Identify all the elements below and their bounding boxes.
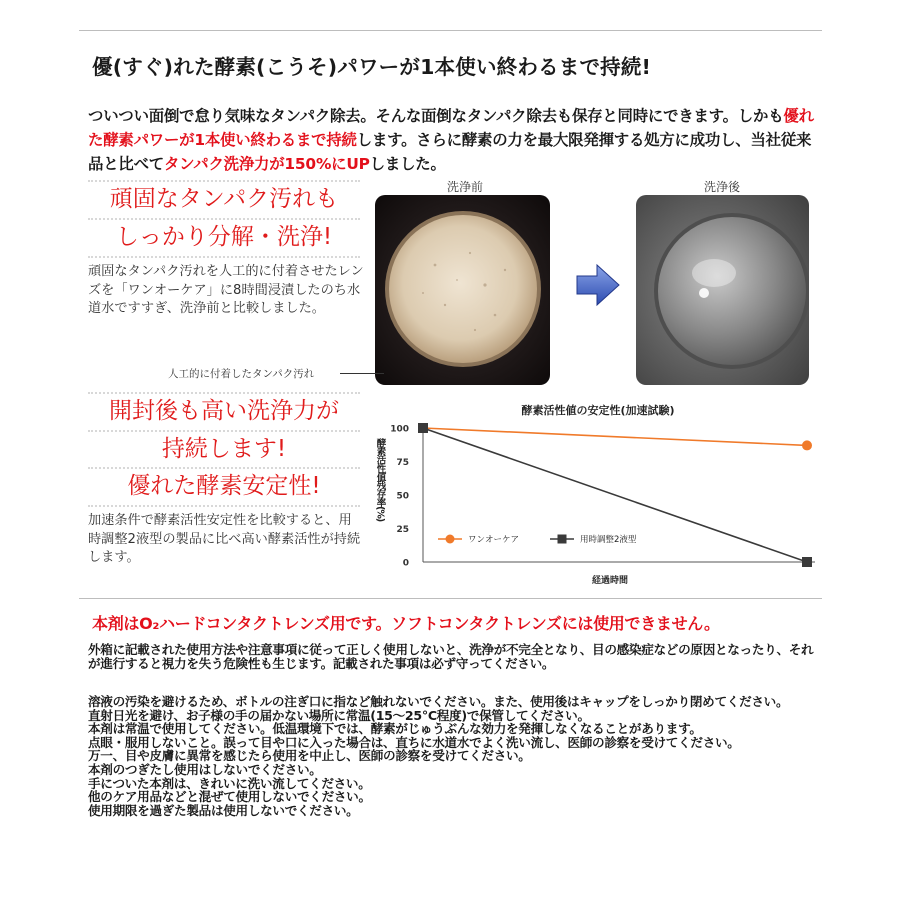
right-arrow-icon — [575, 262, 621, 308]
chart-legend-marker — [446, 535, 455, 544]
section1-heading-line2: しっかり分解・洗浄! — [115, 224, 333, 250]
section2-description: 加速条件で酵素活性安定性を比較すると、用時調整2液型の製品に比べ高い酵素活性が持続します。 — [88, 513, 361, 565]
callout-label: 人工的に付着したタンパク汚れ — [168, 368, 315, 380]
section1-heading-line1: 頑固なタンパク汚れも — [109, 186, 339, 212]
chart-point — [802, 557, 812, 567]
chart-y-tick-label: 25 — [396, 525, 409, 535]
precaution-item: 手についた本剤は、きれいに洗い流してください。 — [88, 775, 371, 791]
precaution-item: 使用期限を過ぎた製品は使用しないでください。 — [88, 802, 359, 818]
intro-paragraph — [88, 104, 818, 176]
precaution-item: 点眼・服用しないこと。誤って目や口に入った場合は、直ちに水道水でよく洗い流し、医師の診察を受けてください。 — [88, 734, 740, 750]
top-divider — [79, 30, 822, 31]
intro-text-3: しました。 — [369, 155, 446, 173]
chart-title: 酵素活性値の安定性(加速試験) — [521, 404, 675, 417]
lens-before-photo — [375, 195, 550, 385]
middle-divider — [79, 598, 822, 599]
page-title: 優(すぐ)れた酵素(こうそ)パワーが1本使い終わるまで持続! — [92, 55, 652, 79]
precaution-item: 他のケア用品などと混ぜて使用しないでください。 — [88, 789, 371, 805]
intro-highlight-1: 優れた酵素パワーが1本使い終わるまで持続 — [88, 107, 814, 149]
precaution-item: 本剤のつぎたし使用はしないでください。 — [88, 761, 322, 777]
intro-text-2: します。さらに酵素の力を最大限発揮する処方に成功し、当社従来品と比べて — [88, 131, 812, 173]
chart-point — [418, 423, 428, 433]
precaution-item: 直射日光を避け、お子様の手の届かない場所に常温(15～25°C程度)で保管してください。 — [88, 707, 590, 723]
before-label: 洗浄前 — [446, 180, 483, 194]
chart-svg — [366, 402, 826, 590]
heading-divider — [88, 505, 360, 507]
intro-text-1: ついつい面倒で怠り気味なタンパク除去。そんな面倒なタンパク除去も保存と同時にできます。しかも — [88, 107, 784, 125]
precaution-item: 本剤は常温で使用してください。低温環境下では、酵素がじゅうぶんな効力を発揮しなくなることがあります。 — [88, 721, 702, 737]
warning-paragraph — [88, 643, 823, 670]
section2-heading-line1: 開封後も高い洗浄力が — [109, 398, 339, 424]
section1-description: 頑固なタンパク汚れを人工的に付着させたレンズを「ワンオーケア」に8時間浸漬したのち水道水ですすぎ、洗浄前と比較しました。 — [88, 264, 364, 316]
precaution-item: 万一、目や皮膚に異常を感じたら使用を中止し、医師の診察を受けてください。 — [88, 748, 531, 764]
chart-y-tick-label: 0 — [402, 558, 409, 569]
section2-heading-line2: 持続します! — [161, 436, 287, 462]
heading-divider — [88, 256, 360, 258]
chart-ylabel: 酵素活性値残存率(%) — [374, 438, 386, 522]
precaution-item: 溶液の汚染を避けるため、ボトルの注ぎ口に指など触れないでください。また、使用後はキャップをしっかり閉めてください。 — [88, 694, 789, 709]
enzyme-stability-chart — [366, 402, 826, 590]
chart-y-tick-label: 75 — [396, 458, 409, 468]
chart-y-tick-label: 50 — [396, 491, 409, 502]
warning-title: 本剤はO₂ハードコンタクトレンズ用です。ソフトコンタクトレンズには使用できません。 — [92, 614, 720, 633]
intro-highlight-2: タンパク洗浄力が150%にUP — [163, 155, 370, 173]
chart-legend-label: 用時調整2液型 — [580, 535, 637, 545]
precautions-list — [88, 695, 823, 817]
chart-y-tick-label: 100 — [390, 424, 409, 435]
lens-after-photo — [636, 195, 809, 385]
warning-text: 外箱に記載された使用方法や注意事項に従って正しく使用しないと、洗浄が不完全となり、目の感染症などの原因となったり、それが進行すると視力を失う危険性も生じます。記載された事項は必ず守ってください。 — [88, 642, 814, 671]
chart-legend-label: ワンオーケア — [468, 535, 520, 545]
chart-legend-marker — [558, 535, 567, 544]
chart-xlabel: 経過時間 — [591, 576, 629, 586]
chart-series-line — [423, 428, 807, 445]
section2-heading-line3: 優れた酵素安定性! — [127, 473, 321, 499]
chart-point — [802, 440, 812, 450]
after-label: 洗浄後 — [703, 180, 740, 194]
callout-line — [340, 373, 384, 374]
